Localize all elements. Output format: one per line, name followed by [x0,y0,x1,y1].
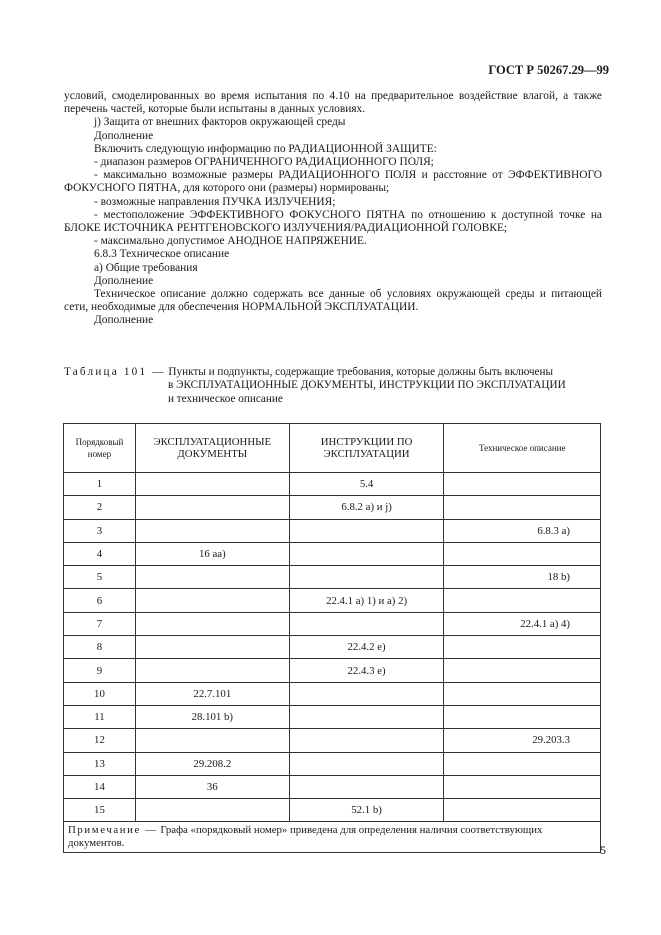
row-number: 1 [64,473,136,496]
list-item: - возможные направления ПУЧКА ИЗЛУЧЕНИЯ; [94,195,336,208]
cell-instructions [289,542,444,565]
cell-instructions: 22.4.3 е) [289,659,444,682]
table-caption [64,366,604,406]
col-header-number: Порядковый номер [64,424,136,473]
row-number: 9 [64,659,136,682]
table-header-row [64,424,601,473]
cell-operational-docs: 29.208.2 [135,752,289,775]
table-row [64,589,601,612]
cell-instructions [289,775,444,798]
row-number: 15 [64,799,136,822]
note-text: Графа «порядковый номер» приведена для определения наличия соответствующих документов. [68,824,543,849]
paragraph: Включить следующую информацию по РАДИАЦИОННОЙ ЗАЩИТЕ: [94,142,437,155]
cell-operational-docs: 16 аа) [135,542,289,565]
cell-instructions [289,519,444,542]
caption-line: в ЭКСПЛУАТАЦИОННЫЕ ДОКУМЕНТЫ, ИНСТРУКЦИИ ПО ЭКСПЛУАТАЦИИ [168,379,566,392]
list-item: - максимально возможные размеры РАДИАЦИОННОГО ПОЛЯ и расстояние от ЭФФЕКТИВНОГО ФОКУСНОГО ПЯТНА, для которого они (размеры) нормированы; [64,169,602,195]
note-prefix: Примечание — [68,824,158,837]
cell-tech-description [444,799,601,822]
requirements-table [63,423,601,853]
table-row [64,752,601,775]
cell-instructions: 22.4.2 е) [289,636,444,659]
caption-text: Пункты и подпункты, содержащие требования, которые должны быть включены [168,366,553,378]
cell-tech-description: 29.203.3 [444,729,601,752]
list-item: - местоположение ЭФФЕКТИВНОГО ФОКУСНОГО ПЯТНА по отношению к доступной точке на БЛОКЕ ИСТОЧНИКА РЕНТГЕНОВСКОГО ИЗЛУЧЕНИЯ/РАДИАЦИОННОЙ ГОЛОВКЕ; [64,208,602,235]
cell-instructions [289,566,444,589]
cell-operational-docs [135,636,289,659]
list-item: - диапазон размеров ОГРАНИЧЕННОГО РАДИАЦИОННОГО ПОЛЯ; [94,156,434,169]
paragraph: Техническое описание должно содержать все данные об условиях окружающей среды и питающей сети, необходимые для обеспечения НОРМАЛЬНОЙ ЭКСПЛУАТАЦИИ. [64,288,602,314]
paragraph: Дополнение [94,274,154,287]
table-row [64,519,601,542]
cell-tech-description [444,589,601,612]
cell-tech-description [444,542,601,565]
cell-tech-description [444,659,601,682]
cell-operational-docs [135,729,289,752]
cell-operational-docs: 22.7.101 [135,682,289,705]
row-number: 11 [64,705,136,728]
table-row [64,612,601,635]
document-id: ГОСТ Р 50267.29—99 [488,63,609,77]
body-text [64,90,602,328]
cell-tech-description: 18 b) [444,566,601,589]
cell-instructions: 22.4.1 а) 1) и а) 2) [289,589,444,612]
cell-operational-docs [135,612,289,635]
row-number: 2 [64,496,136,519]
cell-tech-description [444,752,601,775]
paragraph: а) Общие требования [94,261,198,274]
col-header-tech-description: Техническое описание [444,424,601,473]
cell-tech-description [444,705,601,728]
cell-tech-description: 22.4.1 а) 4) [444,612,601,635]
cell-instructions: 6.8.2 а) и j) [289,496,444,519]
row-number: 13 [64,752,136,775]
cell-operational-docs: 28.101 b) [135,705,289,728]
cell-tech-description [444,775,601,798]
table-row [64,566,601,589]
col-header-operational-docs: ЭКСПЛУАТАЦИОННЫЕ ДОКУМЕНТЫ [135,424,289,473]
cell-tech-description [444,473,601,496]
cell-tech-description [444,682,601,705]
table-row [64,705,601,728]
cell-instructions [289,729,444,752]
row-number: 12 [64,729,136,752]
cell-operational-docs [135,519,289,542]
cell-instructions: 5.4 [289,473,444,496]
table-row [64,542,601,565]
list-item: - максимально допустимое АНОДНОЕ НАПРЯЖЕНИЕ. [94,235,367,248]
table-row [64,775,601,798]
cell-operational-docs: 36 [135,775,289,798]
cell-tech-description [444,636,601,659]
paragraph: Дополнение [94,129,154,142]
table-row [64,473,601,496]
table-row [64,659,601,682]
cell-operational-docs [135,589,289,612]
row-number: 4 [64,542,136,565]
table-note-row [64,822,601,853]
row-number: 8 [64,636,136,659]
paragraph: j) Защита от внешних факторов окружающей среды [94,116,346,129]
col-header-instructions: ИНСТРУКЦИИ ПО ЭКСПЛУАТАЦИИ [289,424,444,473]
row-number: 3 [64,519,136,542]
cell-operational-docs [135,799,289,822]
row-number: 10 [64,682,136,705]
cell-tech-description: 6.8.3 а) [444,519,601,542]
table-row [64,729,601,752]
table-row [64,636,601,659]
cell-instructions [289,682,444,705]
cell-instructions [289,612,444,635]
cell-operational-docs [135,566,289,589]
paragraph: условий, смоделированных во время испытания по 4.10 на предварительное воздействие влагой, а также перечень частей, которые были испытаны в данных условиях. [64,90,602,116]
cell-instructions [289,752,444,775]
caption-line: и техническое описание [168,392,283,405]
caption-prefix: Таблица 101 — [64,366,166,378]
table-row [64,496,601,519]
cell-operational-docs [135,496,289,519]
table-row [64,682,601,705]
row-number: 14 [64,775,136,798]
row-number: 7 [64,612,136,635]
table-row [64,799,601,822]
row-number: 5 [64,566,136,589]
cell-operational-docs [135,659,289,682]
cell-instructions: 52.1 b) [289,799,444,822]
cell-operational-docs [135,473,289,496]
table-note [64,822,601,853]
cell-instructions [289,705,444,728]
row-number: 6 [64,589,136,612]
paragraph: Дополнение [94,314,154,327]
caption-line [64,366,604,379]
page-number: 5 [600,843,606,857]
section-heading: 6.8.3 Техническое описание [94,248,230,261]
cell-tech-description [444,496,601,519]
